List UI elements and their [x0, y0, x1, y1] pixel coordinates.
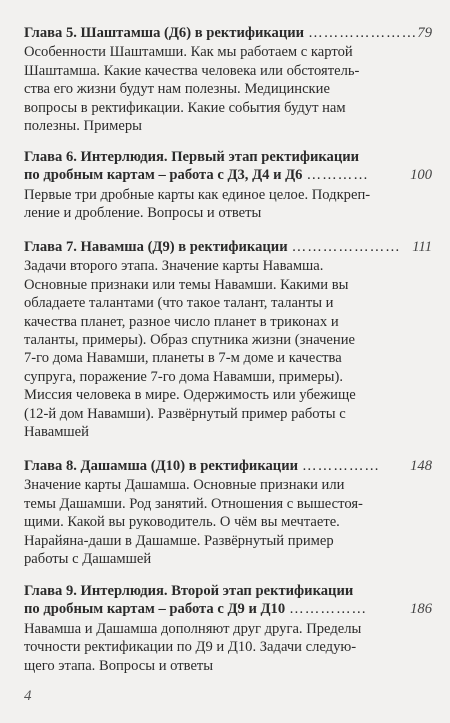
- chapter-heading: Глава 9. Интерлюдия. Второй этап ректификации: [24, 583, 354, 599]
- chapter-description: Навамша и Дашамша дополняют друг друга. Пределы точности ректификации по Д9 и Д10. Задачи следую- щего этапа. Вопросы и ответы: [24, 620, 362, 674]
- toc-entry-chapter-8: [24, 457, 432, 568]
- page-number: 111: [412, 239, 432, 255]
- toc-entry-chapter-5: [24, 24, 432, 135]
- chapter-description: Задачи второго этапа. Значение карты Навамша. Основные признаки или темы Навамши. Какими вы обладаете талантами (что такое талант, таланты и качества планет, разное число планет в триконах и таланты, примеры). Образ спутника жизни (значение 7-го дома Навамши, планеты в 7-м доме и качества супруга, поражение 7-го дома Навамши, примеры). Миссия человека в мире. Одержимость или убежище (12-й дом Навамши). Развёрнутый пример работы с Навамшей: [24, 258, 356, 441]
- leader-dots: ……………: [302, 458, 380, 474]
- chapter-heading: Глава 6. Интерлюдия. Первый этап ректификации: [24, 149, 360, 165]
- leader-dots: …………………: [308, 25, 418, 41]
- page-number: 79: [417, 25, 432, 41]
- leader-dots: ……………: [289, 601, 368, 618]
- chapter-heading-cont: по дробным картам – работа с Д3, Д4 и Д6 ………… 100: [24, 167, 432, 184]
- chapter-description: Особенности Шаштамши. Как мы работаем с картой Шаштамша. Какие качества человека или обстоятель- ства его жизни будут нам полезны. Медицинские вопросы в ректификации. Какие события будут нам полезны. Примеры: [24, 44, 360, 135]
- page-number: 100: [410, 167, 432, 184]
- toc-entry-chapter-9: [24, 582, 432, 675]
- leader-dots: …………: [306, 167, 369, 184]
- page-folio-number: 4: [24, 688, 32, 704]
- toc-entry-chapter-6: [24, 148, 432, 223]
- chapter-description: Значение карты Дашамша. Основные признаки или темы Дашамши. Род занятий. Отношения с вышестоя- щими. Какой вы руководитель. О чём вы мечтаете. Нарайяна-даши в Дашамше. Развёрнутый пример работы с Дашамшей: [24, 477, 363, 568]
- leader-dots: …………………: [291, 239, 401, 255]
- chapter-heading: Глава 5. Шаштамша (Д6) в ректификации ………………… 79: [24, 25, 432, 41]
- chapter-description: Первые три дробные карты как единое целое. Подкреп- ление и дробление. Вопросы и ответы: [24, 186, 371, 222]
- page-number: 148: [410, 458, 432, 474]
- chapter-heading-cont: по дробным картам – работа с Д9 и Д10 …………… 186: [24, 601, 432, 618]
- toc-entry-chapter-7: [24, 238, 432, 441]
- chapter-heading: Глава 8. Дашамша (Д10) в ректификации …………… 148: [24, 458, 432, 474]
- chapter-heading: Глава 7. Навамша (Д9) в ректификации ………………… 111: [24, 239, 432, 255]
- page-number: 186: [410, 601, 432, 618]
